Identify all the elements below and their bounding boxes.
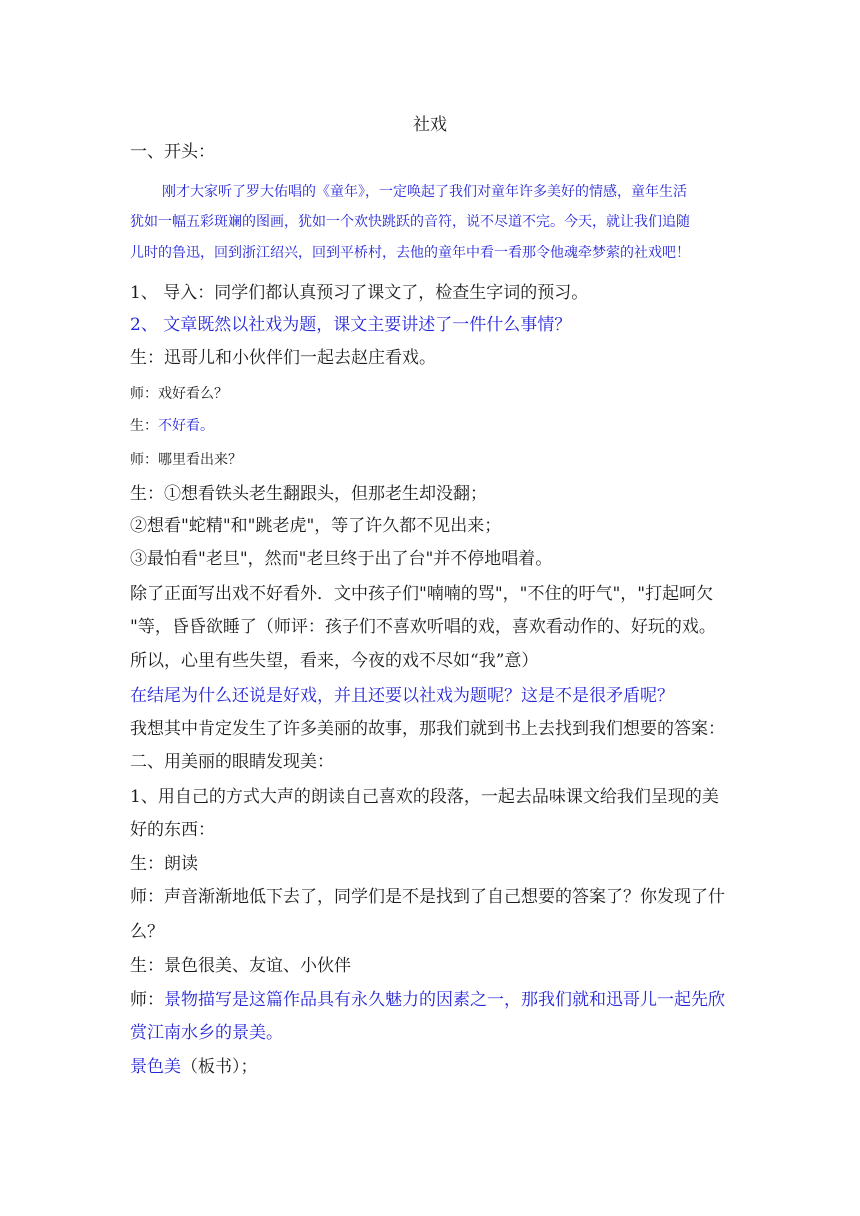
text-line: 所以，心里有些失望，看来，今夜的戏不尽如“我”意）: [130, 651, 539, 671]
text-segment: 师：: [130, 990, 164, 1010]
text-segment: 课文主要讲述了一件什么事情？: [333, 315, 572, 335]
text-line: 1、用自己的方式大声的朗读自己喜欢的段落，一起去品味课文给我们呈现的美: [130, 787, 719, 807]
text-line: [130, 989, 740, 1011]
text-segment: 2、 文章既然以社戏为题，: [130, 315, 334, 335]
text-line: 一、开头：: [130, 142, 215, 162]
text-line: 生：迅哥儿和小伙伴们一起去赵庄看戏。: [130, 348, 436, 368]
text-line: 师：戏好看么？: [130, 386, 228, 402]
text-line: ②想看"蛇精"和"跳老虎"，等了许久都不见出来；: [130, 516, 502, 536]
text-line: 我想其中肯定发生了许多美丽的故事，那我们就到书上去找到我们想要的答案：: [130, 719, 725, 739]
text-line: 除了正面写出戏不好看外．文中孩子们"喃喃的骂"，"不住的吁气"，"打起呵欠: [130, 584, 714, 604]
text-line: [130, 314, 740, 336]
text-segment: 生：: [130, 418, 158, 434]
text-line: 儿时的鲁迅，回到浙江绍兴，回到平桥村，去他的童年中看一看那令他魂牵梦萦的社戏吧！: [130, 245, 690, 261]
text-line: 犹如一幅五彩斑斓的图画，犹如一个欢快跳跃的音符，说不尽道不完。今天，就让我们追随: [130, 214, 690, 230]
text-segment: 不好看。: [158, 418, 214, 434]
text-segment: 景色美: [130, 1057, 181, 1077]
text-line: 师：声音渐渐地低下去了，同学们是不是找到了自己想要的答案了？你发现了什: [130, 887, 725, 907]
text-line: 生：景色很美、友谊、小伙伴: [130, 956, 351, 976]
text-line: ③最怕看"老旦"，然而"老旦终于出了台"并不停地唱着。: [130, 549, 553, 569]
text-line: 二、用美丽的眼睛发现美：: [130, 752, 334, 772]
text-line: 好的东西：: [130, 820, 215, 840]
text-line: 刚才大家听了罗大佑唱的《童年》，一定唤起了我们对童年许多美好的情感，童年生活: [162, 184, 687, 200]
text-line: 么？: [130, 922, 164, 942]
text-segment: （板书）；: [181, 1057, 258, 1077]
text-line: "等，昏昏欲睡了（师评：孩子们不喜欢听唱的戏，喜欢看动作的、好玩的戏。: [130, 617, 716, 637]
text-line: 师：哪里看出来？: [130, 452, 242, 468]
text-line: 生：朗读: [130, 854, 198, 874]
text-line: 生：①想看铁头老生翻跟头，但那老生却没翻；: [130, 484, 487, 504]
text-line: 1、 导入：同学们都认真预习了课文了，检查生字词的预习。: [130, 283, 589, 303]
text-segment: 景物描写是这篇作品具有永久魅力的因素之一，那我们就和迅哥儿一起先欣: [164, 990, 725, 1010]
text-line: [130, 1056, 740, 1078]
text-line: [130, 415, 740, 437]
text-line: 赏江南水乡的景美。: [130, 1023, 283, 1043]
document-title: 社戏: [413, 115, 447, 135]
text-line: 在结尾为什么还说是好戏，并且还要以社戏为题呢？这是不是很矛盾呢？: [130, 686, 674, 706]
